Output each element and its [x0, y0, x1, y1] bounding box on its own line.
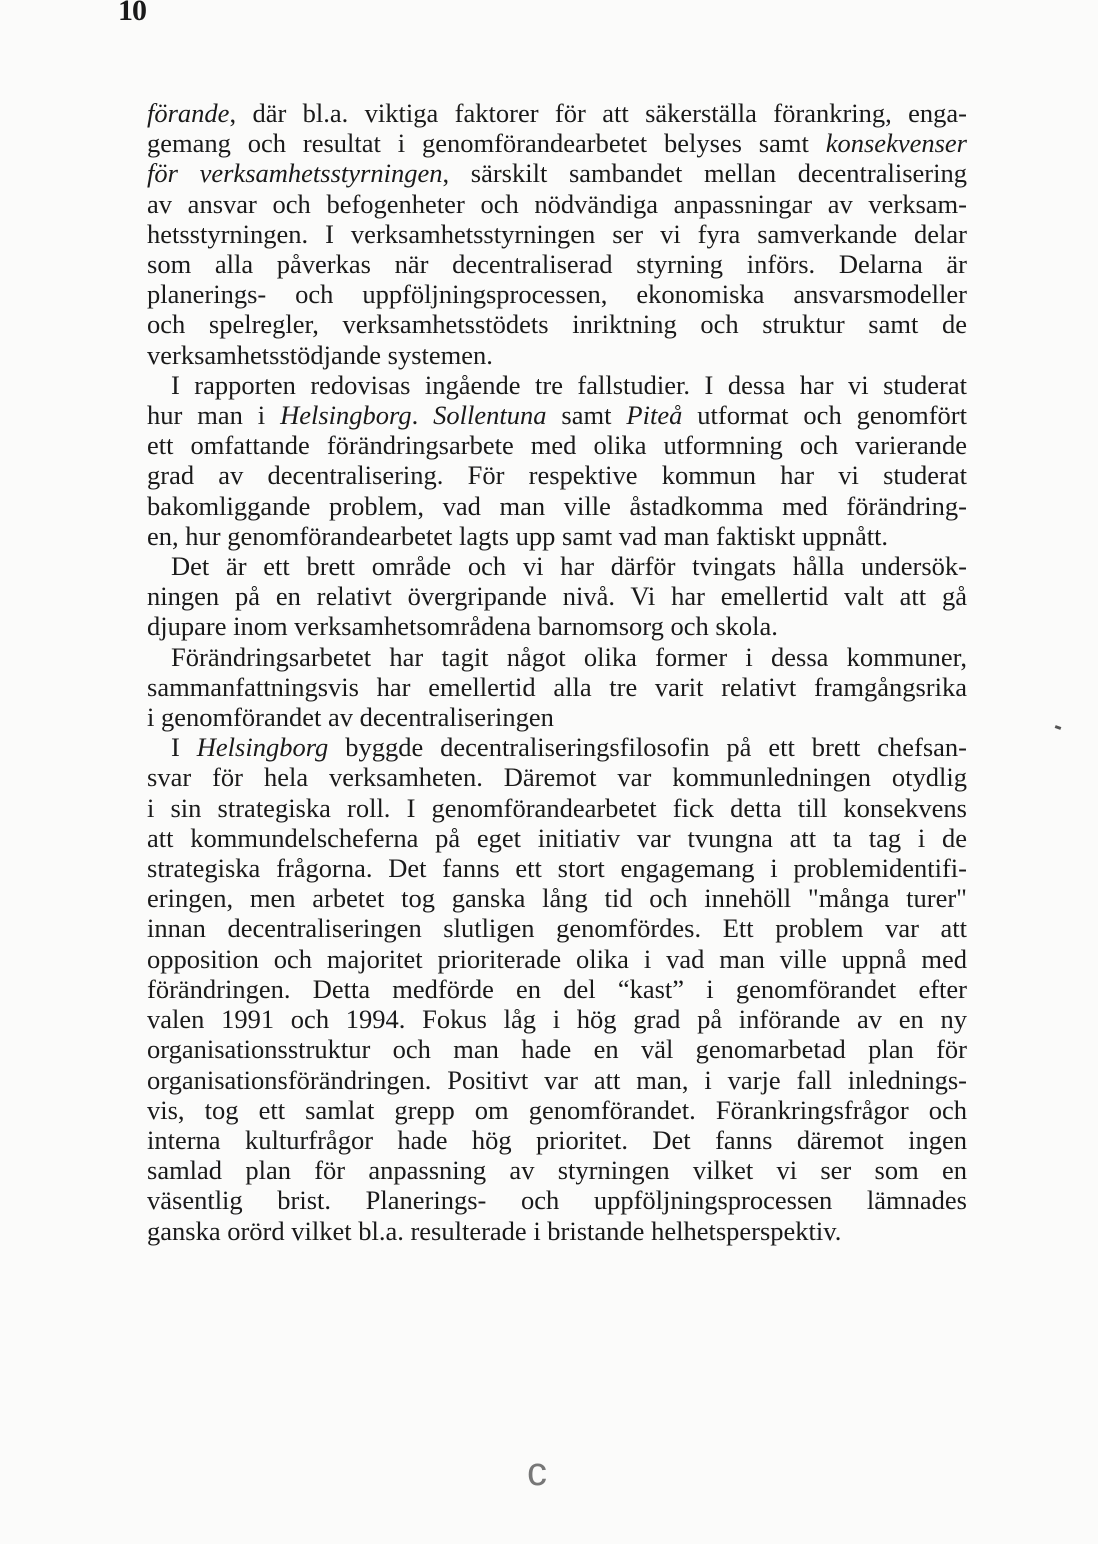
- paragraph: [147, 370, 967, 551]
- text-run: gemang och resultat i genomförandearbetet belyses samt: [147, 128, 826, 159]
- italic-run: Sollentuna: [433, 400, 547, 431]
- text-line: [147, 1185, 967, 1215]
- text-line: [147, 732, 967, 762]
- text-line: [147, 793, 967, 823]
- text-run: verksamhetsstödjande systemen.: [147, 339, 493, 370]
- text-line: [147, 98, 967, 128]
- text-line: [147, 1125, 967, 1155]
- text-line: [147, 491, 967, 521]
- text-line: [147, 460, 967, 490]
- paragraph: [147, 98, 967, 370]
- text-line: [147, 279, 967, 309]
- text-line: [147, 1155, 967, 1185]
- text-run: eringen, men arbetet tog ganska lång tid och innehöll "många turer": [147, 883, 967, 914]
- text-line: [147, 944, 967, 974]
- text-run: organisationsförändringen. Positivt var att man, i varje fall inlednings-: [147, 1064, 967, 1095]
- text-line: [147, 1034, 967, 1064]
- text-run: samlad plan för anpassning av styrningen vilket vi ser som en: [147, 1155, 967, 1186]
- text-run: av ansvar och befogenheter och nödvändiga anpassningar av verksam-: [147, 188, 967, 219]
- text-line: [147, 189, 967, 219]
- text-line: [147, 974, 967, 1004]
- text-run: planerings- och uppföljningsprocessen, ekonomiska ansvarsmodeller: [147, 279, 967, 310]
- text-run: hur man i: [147, 400, 281, 431]
- text-run: innan decentraliseringen slutligen genomfördes. Ett problem var att: [147, 913, 967, 944]
- text-line: [147, 309, 967, 339]
- page-number: 10: [118, 0, 146, 27]
- text-line: [147, 400, 967, 430]
- text-line: [147, 611, 967, 641]
- text-run: interna kulturfrågor hade hög prioritet. Det fanns däremot ingen: [147, 1124, 967, 1155]
- text-line: [147, 702, 967, 732]
- paragraph: [147, 642, 967, 733]
- text-run: samt: [546, 400, 627, 431]
- text-run: grad av decentralisering. För respektive kommun har vi studerat: [147, 460, 967, 491]
- footer-mark: c: [527, 1450, 547, 1494]
- text-run: ningen på en relativt övergripande nivå. Vi har emellertid valt att gå: [147, 581, 967, 612]
- text-run: i genomförandet av decentraliseringen: [147, 702, 554, 733]
- paragraph: [147, 551, 967, 642]
- italic-run: för verksamhetsstyrningen: [147, 158, 443, 189]
- body-text: [147, 98, 967, 1246]
- text-line: [147, 883, 967, 913]
- text-run: , där bl.a. viktiga faktorer för att säkerställa förankring, enga-: [229, 98, 967, 128]
- text-line: [147, 521, 967, 551]
- text-run: I rapporten redovisas ingående tre fallstudier. I dessa har vi studerat: [171, 369, 967, 400]
- text-run: hetsstyrningen. I verksamhetsstyrningen ser vi fyra samverkande delar: [147, 218, 967, 249]
- text-run: byggde decentraliseringsfilosofin på ett brett chefsan-: [328, 732, 968, 763]
- text-run: i sin strategiska roll. I genomförandearbetet fick detta till konsekvens: [147, 792, 967, 823]
- text-run: utformat och genomfört: [682, 400, 967, 431]
- text-line: [147, 581, 967, 611]
- text-line: [147, 551, 967, 581]
- italic-run: konsekvenser: [825, 128, 967, 159]
- text-run: som alla påverkas när decentraliserad styrning införs. Delarna är: [147, 249, 967, 280]
- text-line: [147, 158, 967, 188]
- text-line: [147, 762, 967, 792]
- text-line: [147, 128, 967, 158]
- margin-mark: [1055, 725, 1062, 730]
- text-line: [147, 853, 967, 883]
- italic-run: Helsingborg: [280, 400, 412, 431]
- text-line: [147, 1216, 967, 1246]
- text-run: bakomliggande problem, vad man ville åstadkomma med förändring-: [147, 490, 967, 521]
- text-run: organisationsstruktur och man hade en väl genomarbetad plan för: [147, 1034, 967, 1065]
- text-run: en, hur genomförandearbetet lagts upp samt vad man faktiskt uppnått.: [147, 520, 889, 551]
- paragraph: [147, 732, 967, 1245]
- text-run: ett omfattande förändringsarbete med olika utformning och varierande: [147, 430, 967, 461]
- italic-run: Piteå: [626, 400, 683, 431]
- text-line: [147, 249, 967, 279]
- text-run: väsentlig brist. Planerings- och uppföljningsprocessen lämnades: [147, 1185, 967, 1216]
- text-run: och spelregler, verksamhetsstödets inriktning och struktur samt de: [147, 309, 967, 340]
- text-line: [147, 642, 967, 672]
- text-line: [147, 1004, 967, 1034]
- text-run: opposition och majoritet prioriterade olika i vad man ville uppnå med: [147, 943, 967, 974]
- text-line: [147, 672, 967, 702]
- text-run: förändringen. Detta medförde en del “kast” i genomförandet efter: [147, 973, 967, 1004]
- text-run: I: [171, 732, 197, 763]
- text-run: Det är ett brett område och vi har därför tvingats hålla undersök-: [171, 551, 967, 582]
- text-line: [147, 823, 967, 853]
- italic-run: Helsingborg: [196, 732, 329, 763]
- italic-run: förande: [147, 98, 230, 128]
- text-run: strategiska frågorna. Det fanns ett stort engagemang i problemidentifi-: [147, 853, 967, 884]
- text-run: djupare inom verksamhetsområdena barnomsorg och skola.: [147, 611, 778, 642]
- text-run: att kommundelscheferna på eget initiativ var tvungna att ta tag i de: [147, 822, 967, 853]
- text-run: valen 1991 och 1994. Fokus låg i hög grad på införande av en ny: [147, 1004, 967, 1035]
- text-line: [147, 370, 967, 400]
- text-line: [147, 219, 967, 249]
- text-line: [147, 430, 967, 460]
- text-run: svar för hela verksamheten. Däremot var kommunledningen otydlig: [147, 762, 967, 793]
- text-line: [147, 340, 967, 370]
- text-run: Förändringsarbetet har tagit något olika former i dessa kommuner,: [171, 641, 967, 672]
- text-line: [147, 913, 967, 943]
- text-run: .: [411, 400, 434, 431]
- text-line: [147, 1065, 967, 1095]
- text-run: ganska orörd vilket bl.a. resulterade i bristande helhetsperspektiv.: [147, 1215, 842, 1246]
- text-line: [147, 1095, 967, 1125]
- text-run: vis, tog ett samlat grepp om genomförandet. Förankringsfrågor och: [147, 1094, 967, 1125]
- text-run: , särskilt sambandet mellan decentralisering: [442, 158, 967, 189]
- text-run: sammanfattningsvis har emellertid alla tre varit relativt framgångsrika: [147, 671, 967, 702]
